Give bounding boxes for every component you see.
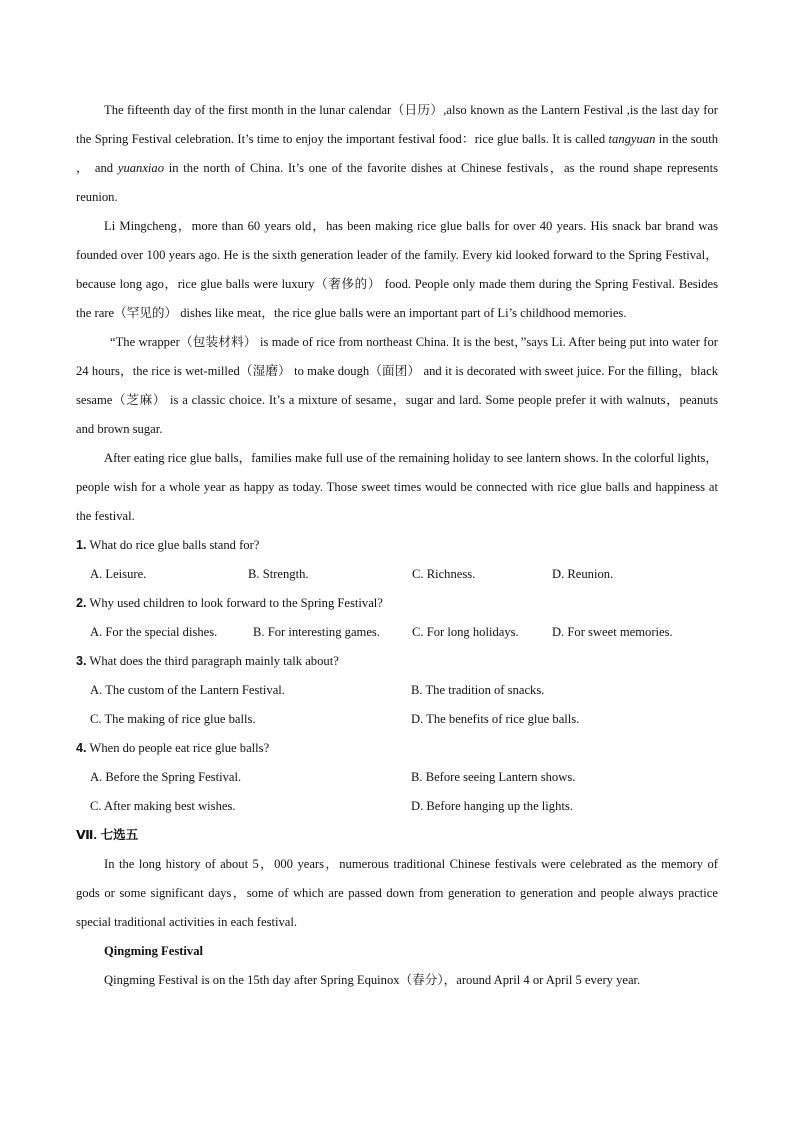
option-b[interactable]: B. The tradition of snacks.	[411, 683, 545, 697]
option-d[interactable]: D. For sweet memories.	[552, 625, 673, 639]
option-a[interactable]: A. Before the Spring Festival.	[90, 770, 242, 784]
option-d[interactable]: D. Before hanging up the lights.	[411, 799, 573, 813]
section-line: Qingming Festival is on the 15th day after Spring Equinox（春分），around April 4 or April 5 every year.	[104, 973, 641, 987]
section-subheading: Qingming Festival	[104, 944, 204, 958]
question-text: What do rice glue balls stand for?	[86, 538, 260, 552]
option-b[interactable]: B. Before seeing Lantern shows.	[411, 770, 576, 784]
option-c[interactable]: C. For long holidays.	[412, 625, 519, 639]
question-1-options	[76, 560, 718, 589]
question-2	[76, 589, 718, 618]
question-3-options-row-1	[76, 676, 718, 705]
question-number: 3.	[76, 654, 87, 668]
p1-yuanxiao: yuanxiao	[117, 161, 165, 175]
option-b[interactable]: B. For interesting games.	[253, 625, 380, 639]
question-text: When do people eat rice glue balls?	[86, 741, 270, 755]
p1-part-a: The fifteenth day of the first month in the lunar calendar（日历）,also known as the Lantern Festival ,is the last day for the Spring Festival celebration. It’s time to enjoy the important festival food：rice glue balls. It is called	[76, 103, 718, 146]
passage-paragraph-2: Li Mingcheng，more than 60 years old，has been making rice glue balls for over 40 years. His snack bar brand was founded over 100 years ago. He is the sixth generation leader of the family. Every kid looked forward to the Spring Festival，because long ago，rice glue balls were luxury（奢侈的） food. People only made them during the Spring Festival. Besides the rare（罕见的） dishes like meat，the rice glue balls were an important part of Li’s childhood memories.	[76, 219, 718, 320]
question-number: 4.	[76, 741, 87, 755]
question-3	[76, 647, 718, 676]
option-d[interactable]: D. Reunion.	[552, 567, 614, 581]
question-text: Why used children to look forward to the Spring Festival?	[86, 596, 383, 610]
option-a[interactable]: A. Leisure.	[90, 567, 147, 581]
document-page	[76, 96, 718, 995]
option-c[interactable]: C. Richness.	[412, 567, 476, 581]
question-number: 2.	[76, 596, 87, 610]
option-d[interactable]: D. The benefits of rice glue balls.	[411, 712, 580, 726]
passage-paragraph-4: After eating rice glue balls，families make full use of the remaining holiday to see lantern shows. In the colorful lights，people wish for a whole year as happy as today. Those sweet times would be connected with rice glue balls and happiness at the festival.	[76, 451, 718, 523]
option-c[interactable]: C. After making best wishes.	[90, 799, 236, 813]
passage-paragraph-3: “The wrapper（包装材料） is made of rice from northeast China. It is the best，”says Li. After being put into water for 24 hours，the rice is wet-milled（湿磨） to make dough（面团） and it is decorated with sweet juice. For the filling，black sesame（芝麻） is a classic choice. It’s a mixture of sesame，sugar and lard. Some people prefer it with walnuts，peanuts and brown sugar.	[76, 335, 718, 436]
question-number: 1.	[76, 538, 87, 552]
question-4-options-row-2	[76, 792, 718, 821]
option-a[interactable]: A. The custom of the Lantern Festival.	[90, 683, 285, 697]
option-b[interactable]: B. Strength.	[248, 567, 309, 581]
option-c[interactable]: C. The making of rice glue balls.	[90, 712, 256, 726]
p1-tangyuan: tangyuan	[608, 132, 656, 146]
question-3-options-row-2	[76, 705, 718, 734]
question-text: What does the third paragraph mainly talk about?	[86, 654, 339, 668]
question-4	[76, 734, 718, 763]
section-intro: In the long history of about 5，000 years，numerous traditional Chinese festivals were celebrated as the memory of gods or some significant days，some of which are passed down from generation to generation and people always practice special traditional activities in each festival.	[76, 857, 718, 929]
question-2-options	[76, 618, 718, 647]
question-1	[76, 531, 718, 560]
question-4-options-row-1	[76, 763, 718, 792]
p1-part-c: in the north of China. It’s one of the favorite dishes at Chinese festivals，as the round shape represents reunion.	[76, 161, 718, 204]
passage-paragraph-1	[76, 96, 718, 212]
option-a[interactable]: A. For the special dishes.	[90, 625, 218, 639]
section-heading: Ⅶ. 七选五	[76, 828, 139, 842]
p1-part-b: in the south ， and	[76, 132, 718, 175]
